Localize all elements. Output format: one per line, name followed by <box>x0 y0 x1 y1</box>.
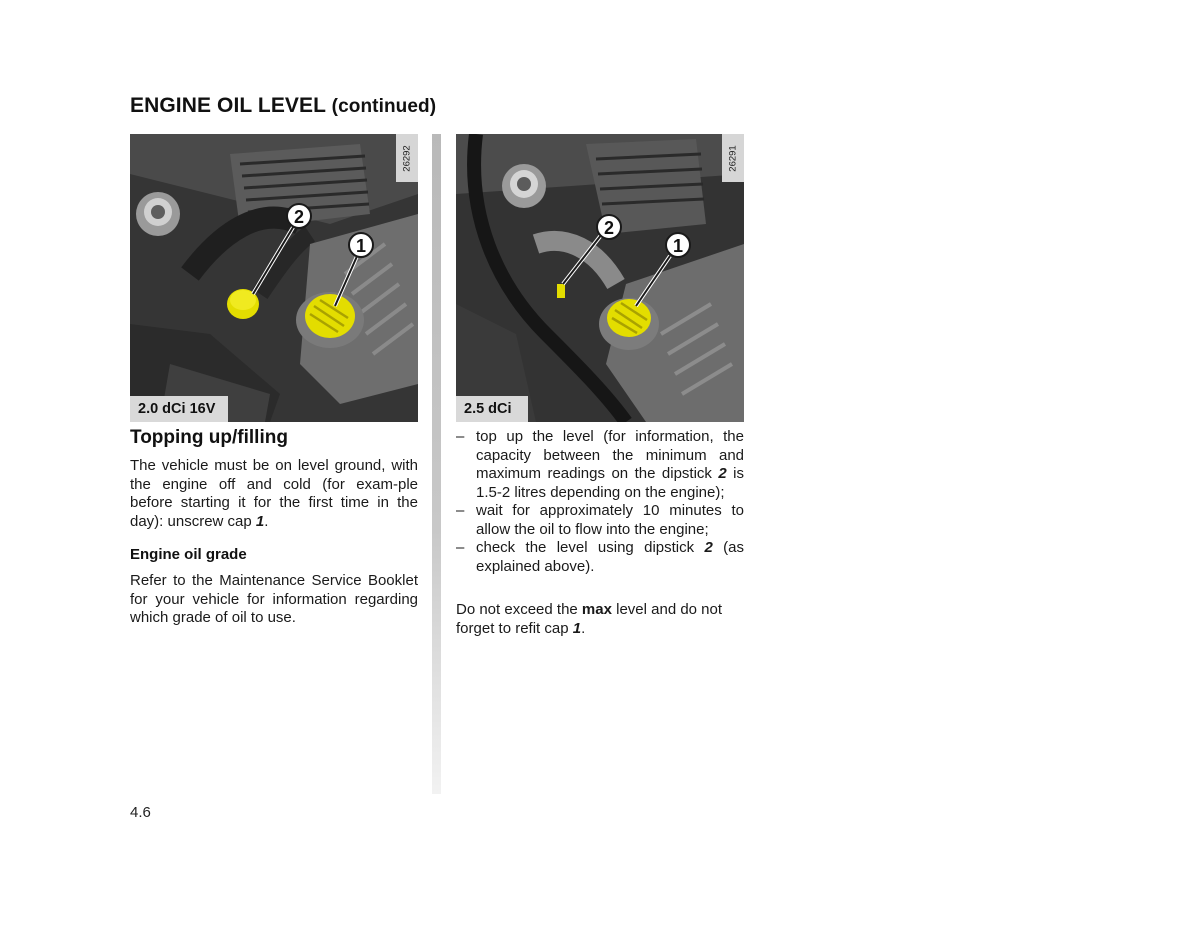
topping-steps-list <box>456 428 744 576</box>
cap-reference: 1 <box>572 619 582 637</box>
list-item: – check the level using dipstick 2 (as explained above). <box>456 539 744 576</box>
oil-grade-paragraph: Refer to the Maintenance Service Booklet for your vehicle for information regarding which grade of oil to use. <box>130 572 418 626</box>
image-reference-number: 26292 <box>396 134 418 182</box>
column-divider <box>432 134 441 794</box>
engine-photo-2-5-dci <box>456 134 744 422</box>
engine-bay-illustration <box>130 134 418 422</box>
warning-paragraph: Do not exceed the max level and do not forget to refit cap 1. <box>456 601 723 637</box>
heading-sub: (continued) <box>331 96 437 117</box>
topping-up-heading: Topping up/filling <box>130 427 288 448</box>
photo-caption: 2.0 dCi 16V <box>130 396 228 422</box>
page-heading <box>130 94 436 118</box>
dipstick-reference: 2 <box>718 465 727 482</box>
list-item: – top up the level (for information, the capacity between the minimum and maximum readings on the dipstick 2 is 1.5-2 litres depending on the engine); <box>456 428 744 502</box>
cap-reference: 1 <box>255 512 265 530</box>
page-number: 4.6 <box>130 804 151 821</box>
photo-caption: 2.5 dCi <box>456 396 528 422</box>
dipstick-reference: 2 <box>704 539 713 556</box>
callout-2-label: 2 <box>293 207 305 227</box>
callout-1-label: 1 <box>672 236 684 256</box>
list-item: – wait for approximately 10 minutes to allow the oil to flow into the engine; <box>456 502 744 539</box>
engine-photo-2-0-dci <box>130 134 418 422</box>
image-reference-number: 26291 <box>722 134 744 182</box>
callout-2-label: 2 <box>603 218 615 238</box>
callout-1-label: 1 <box>355 236 367 256</box>
oil-grade-heading: Engine oil grade <box>130 546 247 563</box>
max-keyword: max <box>581 601 612 618</box>
engine-bay-illustration <box>456 134 744 422</box>
topping-up-paragraph: The vehicle must be on level ground, with the engine off and cold (for exam-ple before starting it for the first time in the day): unscrew cap 1. <box>130 457 418 530</box>
heading-main: ENGINE OIL LEVEL <box>130 94 326 117</box>
